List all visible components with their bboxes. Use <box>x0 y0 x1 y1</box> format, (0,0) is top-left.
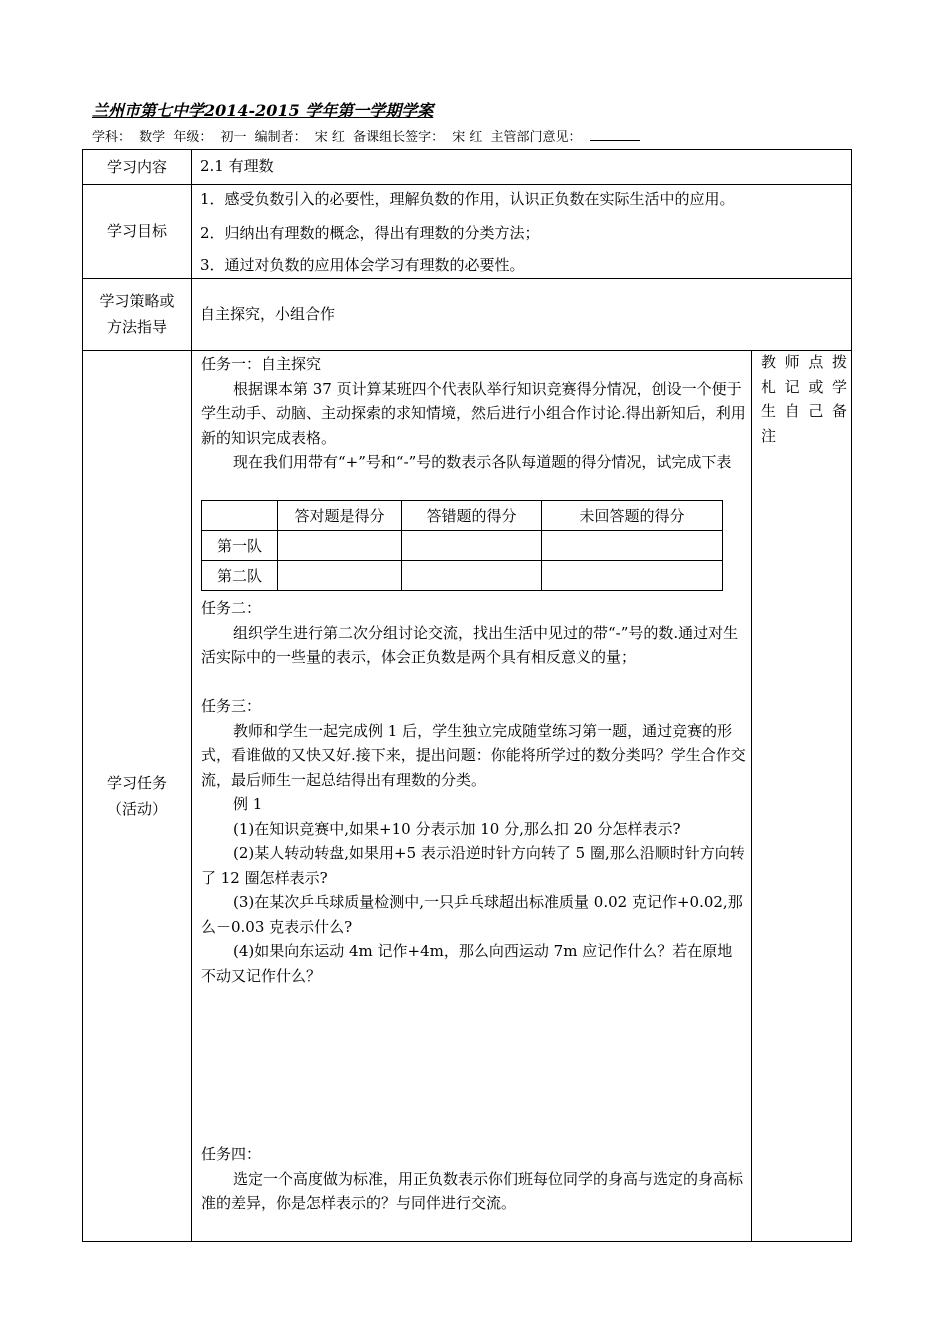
task4-block <box>201 1142 746 1216</box>
task4-para: 选定一个高度做为标准，用正负数表示你们班每位同学的身高与选定的身高标准的差异，你是怎样表示的？与同伴进行交流。 <box>201 1169 744 1212</box>
column-divider <box>191 150 192 1241</box>
score-table <box>201 500 723 591</box>
row-divider <box>83 184 851 185</box>
goal-item: 1．感受负数引入的必要性，理解负数的作用，认识正负数在实际生活中的应用。 <box>200 190 735 208</box>
table-row-label: 第二队 <box>202 561 278 591</box>
task4-title: 任务四： <box>201 1145 262 1163</box>
table-header-cell <box>202 501 278 531</box>
example-title: 例 1 <box>233 795 263 813</box>
task1-block <box>201 352 746 475</box>
table-header-cell: 答对题是得分 <box>278 501 402 531</box>
goals-label: 学习目标 <box>106 222 167 240</box>
tasks-label-line2: （活动） <box>106 800 167 818</box>
table-row-label: 第一队 <box>202 531 278 561</box>
example-item: (1)在知识竞赛中,如果+10 分表示加 10 分,那么扣 20 分怎样表示? <box>233 819 681 838</box>
note-line: 教 师 点 拨 <box>761 353 847 371</box>
table-row <box>202 501 723 531</box>
table-row <box>202 561 723 591</box>
table-header-cell: 未回答题的得分 <box>542 501 723 531</box>
content-label: 学习内容 <box>106 158 167 176</box>
strategy-label-line2: 方法指导 <box>106 318 167 336</box>
table-header-cell: 答错题的得分 <box>402 501 542 531</box>
leader-value: 宋 红 <box>452 130 483 145</box>
content-value: 2.1 有理数 <box>200 157 274 175</box>
task3-block <box>201 694 746 988</box>
task1-para1: 根据课本第 37 页计算某班四个代表队举行知识竞赛得分情况，创设一个便于学生动手、动脑、主动探索的求知情境，然后进行小组合作讨论.得出新知后，利用新的知识完成表格。 <box>201 379 746 447</box>
table-cell <box>278 531 402 561</box>
goal-item: 2．归纳出有理数的概念，得出有理数的分类方法； <box>200 224 540 242</box>
table-cell <box>542 531 723 561</box>
goal-item: 3．通过对负数的应用体会学习有理数的必要性。 <box>200 256 525 274</box>
teacher-note-column <box>761 350 847 448</box>
lesson-table <box>82 149 852 1242</box>
editor-label: 编制者： <box>254 130 307 145</box>
task2-title: 任务二： <box>201 599 262 617</box>
table-cell <box>402 531 542 561</box>
tasks-label-line1: 学习任务 <box>106 774 167 792</box>
note-line: 札 记 或 学 <box>761 377 847 396</box>
table-cell <box>542 561 723 591</box>
grade-value: 初一 <box>220 130 247 145</box>
example-item: (3)在某次乒乓球质量检测中,一只乒乓球超出标准质量 0.02 克记作+0.02,那么－0.03 克表示什么? <box>201 893 743 936</box>
task1-title: 任务一：自主探究 <box>201 355 322 373</box>
note-line: 注 <box>761 426 777 445</box>
grade-label: 年级： <box>173 130 213 145</box>
strategy-label-line1: 学习策略或 <box>99 292 175 310</box>
dept-label: 主管部门意见： <box>490 130 582 145</box>
task3-title: 任务三： <box>201 697 262 715</box>
leader-label: 备课组长签字： <box>353 130 445 145</box>
example-item: (2)某人转动转盘,如果用+5 表示沿逆时针方向转了 5 圈,那么沿顺时针方向转了 12 圈怎样表示? <box>201 844 745 887</box>
task1-para2: 现在我们用带有“+”号和“-”号的数表示各队每道题的得分情况，试完成下表 <box>233 453 732 471</box>
task3-para: 教师和学生一起完成例 1 后，学生独立完成随堂练习第一题，通过竞赛的形式，看谁做的又快又好.接下来，提出问题：你能将所学过的数分类吗？学生合作交流，最后师生一起总结得出有理数的分类。 <box>201 721 746 789</box>
subject-value: 数学 <box>139 130 166 145</box>
task2-para: 组织学生进行第二次分组讨论交流，找出生活中见过的带“-”号的数.通过对生活实际中的一些量的表示，体会正负数是两个具有相反意义的量； <box>201 623 739 666</box>
strategy-value: 自主探究，小组合作 <box>200 305 336 323</box>
page-title: 兰州市第七中学2014-2015 学年第一学期学案 <box>92 101 434 120</box>
dept-blank <box>590 128 640 141</box>
example-item: (4)如果向东运动 4m 记作+4m，那么向西运动 7m 应记作什么？若在原地不动又记作什么？ <box>201 942 733 985</box>
table-cell <box>402 561 542 591</box>
table-cell <box>278 561 402 591</box>
column-divider <box>751 350 752 1241</box>
task2-block <box>201 596 746 670</box>
row-divider <box>83 350 851 351</box>
table-row <box>202 531 723 561</box>
editor-value: 宋 红 <box>314 130 345 145</box>
meta-line <box>92 126 644 145</box>
subject-label: 学科： <box>92 130 132 145</box>
note-line: 生 自 己 备 <box>761 402 847 420</box>
row-divider <box>83 278 851 279</box>
